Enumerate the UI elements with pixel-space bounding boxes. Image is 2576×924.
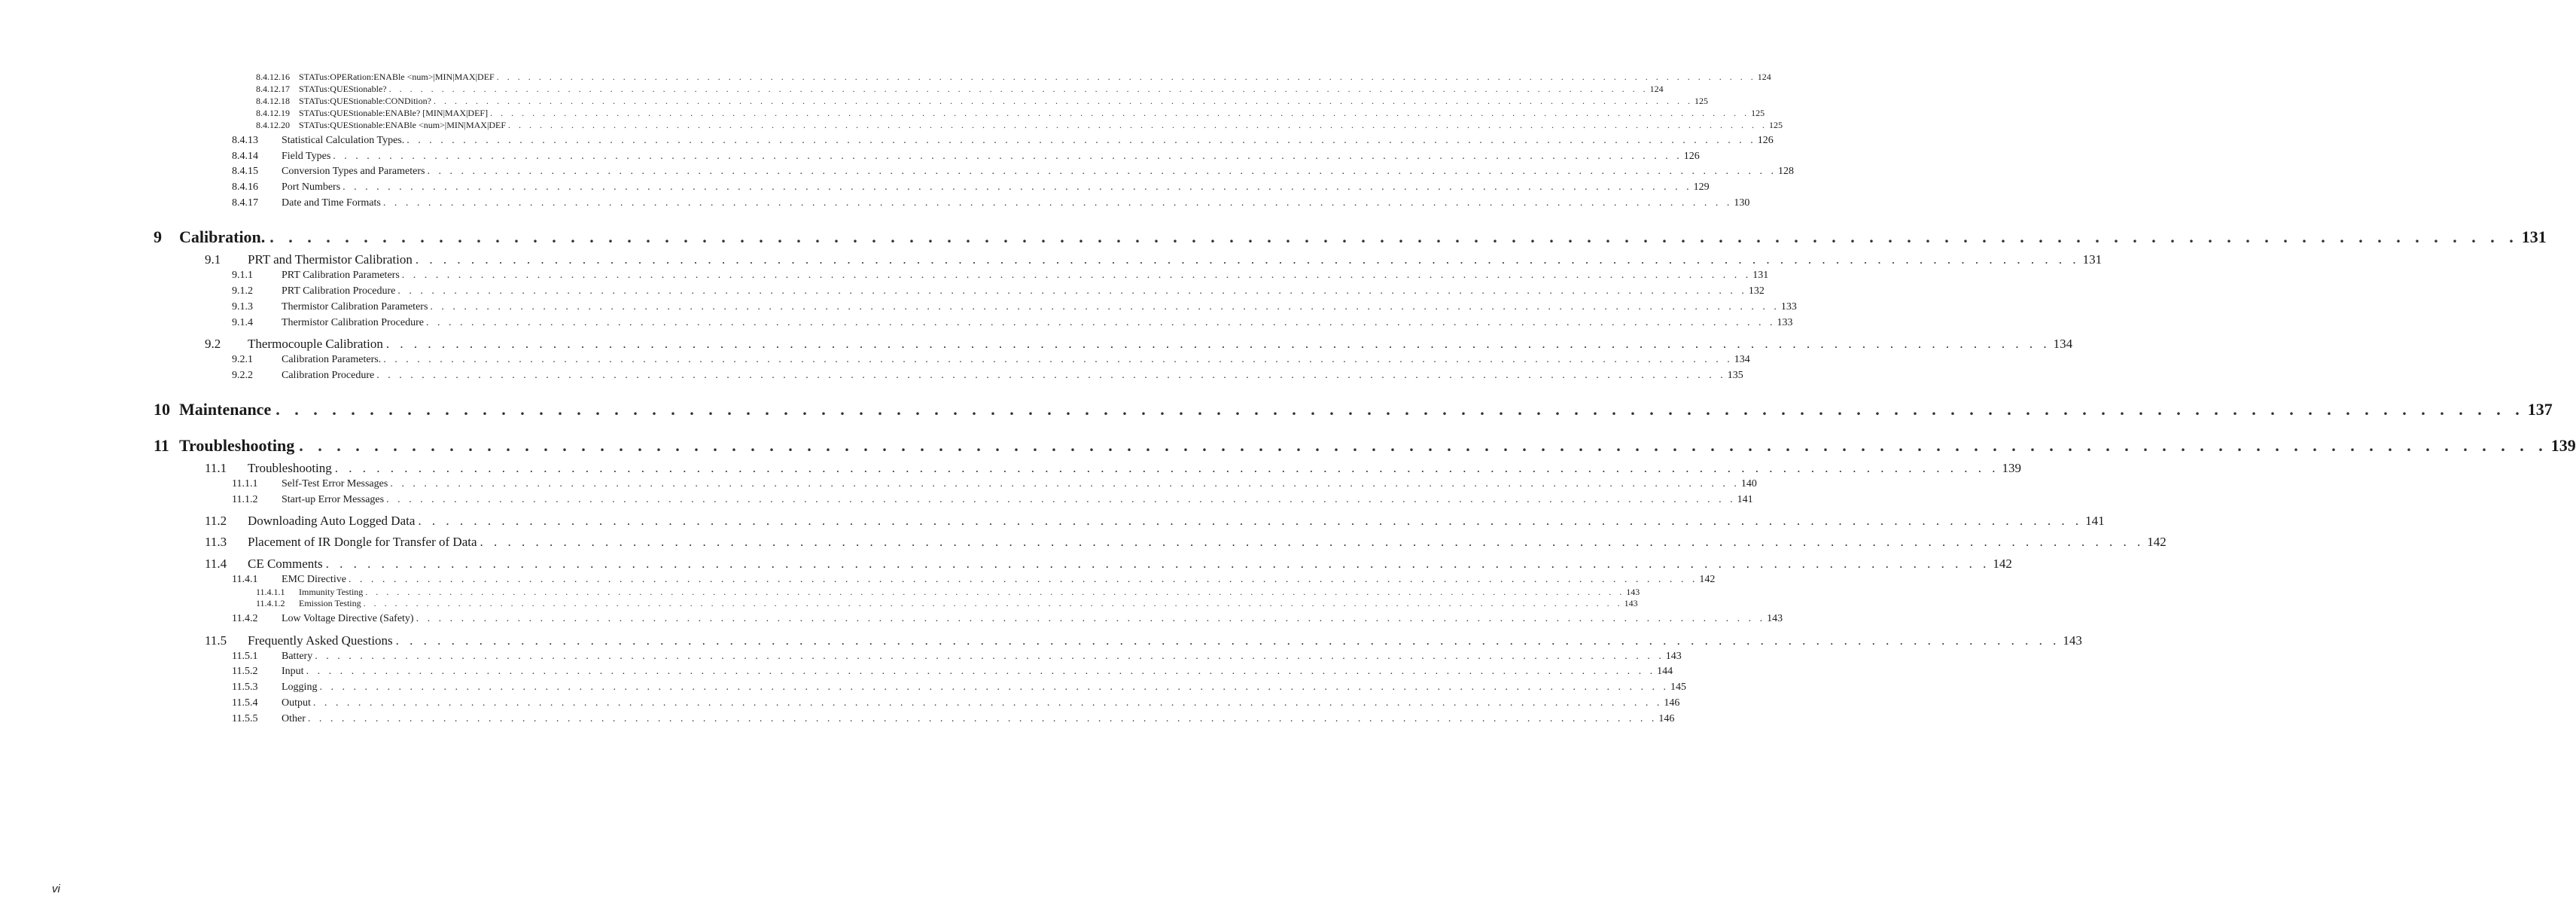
toc-entry-page: 134 [1734, 354, 1750, 365]
toc-dot-leader: . . . . . . . . . . . . . . . . . . . . . . . . . . . . . . . . . . . . . . . . . . . . . . . . . . . . . . . . . . . . . . . . . . . . . . . . . . . . . . . . . . . . . . . . . . . . . . . . . . . . . . . . . . . . . . . . . . . . . . . . [390, 478, 1740, 489]
toc-entry-page: 124 [1757, 72, 1771, 82]
toc-dot-leader: . . . . . . . . . . . . . . . . . . . . . . . . . . . . . . . . . . . . . . . . . . . . . . . . . . . . . . . . . . . . . . . . . . . . . . . . . . . . . . . . . . . . . . . . . . . . . . . . . . . . . . . . . . . . . . . . . . . . . . . . [315, 651, 1664, 662]
toc-entry-page: 142 [1993, 557, 2012, 571]
toc-entry-page: 141 [1737, 494, 1753, 505]
toc-entry-number: 11.4.1.1 [256, 587, 285, 597]
toc-entry[interactable] [232, 651, 1682, 663]
toc-dot-leader: . . . . . . . . . . . . . . . . . . . . . . . . . . . . . . . . . . . . . . . . . . . . . . . . . . . . . . . . . . . . . . . . . . . . . . . . . . . . . . . . . . . . . . . . . . . . . . . . . . . . . . . . . . . . . . . . . . . . . . . . [376, 370, 1726, 381]
toc-entry-page: 126 [1757, 135, 1774, 146]
toc-dot-leader: . . . . . . . . . . . . . . . . . . . . . . . . . . . . . . . . . . . . . . . . . . . . . . . . . . . . . . . . . . . . . . . . . . . . . . . . . . . . . . . . . . . . . . . . . . . . . . . . . . . . . . . . . . . . . . . . . . . . . . . . [416, 613, 1766, 624]
toc-entry-number: 8.4.12.16 [256, 72, 290, 82]
toc-dot-leader: . . . . . . . . . . . . . . . . . . . . . . . . . . . . . . . . . . . . . . . . . . . . . . . . . . . . . . . . . . . . . . . . . . . . . . . . . . . . . . . . . . . . . . . . . . . . . . . . . . . . . . . . . . . . . . . . . . . . . . . . [365, 587, 1625, 597]
toc-entry-title: Field Types [282, 151, 331, 162]
toc-entry-number: 11.1.2 [232, 494, 258, 505]
toc-entry-page: 139 [2550, 436, 2576, 455]
toc-entry[interactable] [232, 478, 1757, 490]
toc-entry-number: 9.2.1 [232, 354, 253, 365]
toc-entry-number: 8.4.13 [232, 135, 258, 146]
toc-entry-number: 8.4.14 [232, 151, 258, 162]
toc-dot-leader: . . . . . . . . . . . . . . . . . . . . . . . . . . . . . . . . . . . . . . . . . . . . . . . . . . . . . . . . . . . . . . . . . . . . . . . . . . . . . . . . . . . . . . . . . . . . . . . . . . . . . . . . . . . . . . . . . . . . . . . . [406, 135, 1756, 146]
toc-dot-leader: . . . . . . . . . . . . . . . . . . . . . . . . . . . . . . . . . . . . . . . . . . . . . . . . . . . . . . . . . . . . . . . . . . . . . . . . . . . . . . . . . . . . . . . . . . . . . . . . . . . . . . . . . . . . . . . . . . . . . . . . [386, 494, 1736, 505]
toc-entry-title: Statistical Calculation Types. [282, 135, 405, 146]
toc-entry-number: 9.2.2 [232, 370, 253, 381]
toc-entry-title: Low Voltage Directive (Safety) [282, 613, 414, 624]
toc-entry-number: 8.4.12.18 [256, 96, 290, 106]
toc-entry-number: 8.4.12.17 [256, 84, 290, 94]
toc-entry[interactable] [232, 285, 1765, 297]
toc-dot-leader: . . . . . . . . . . . . . . . . . . . . . . . . . . . . . . . . . . . . . . . . . . . . . . . . . . . . . . . . . . . . . . . . . . . . . . . . . . . . . . . . . . . . . . . . . . . . . . . . . . . . . . . . . . . . . . . . . . . . . . . . [490, 108, 1750, 118]
toc-entry-title: Calibration. [179, 227, 266, 246]
toc-entry-page: 124 [1649, 84, 1664, 94]
toc-entry-page: 142 [1699, 574, 1716, 585]
toc-entry-title: Port Numbers [282, 181, 341, 193]
toc-entry[interactable] [205, 535, 2166, 550]
toc-dot-leader: . . . . . . . . . . . . . . . . . . . . . . . . . . . . . . . . . . . . . . . . . . . . . . . . . . . . . . . . . . . . . . . . . . . . . . . . . . . . . . . . . . . . . . . . . . . . . . . . . . . . . . . . . . . . . . . . . . . . . . . . [363, 598, 1623, 608]
toc-entry[interactable] [205, 514, 2105, 529]
toc-entry[interactable] [154, 227, 2547, 247]
toc-entry-page: 134 [2053, 337, 2073, 351]
toc-entry-page: 145 [1670, 682, 1686, 693]
toc-dot-leader: . . . . . . . . . . . . . . . . . . . . . . . . . . . . . . . . . . . . . . . . . . . . . . . . . . . . . . . . . . . . . . . . . . . . . . . . . . . . . . . . . . . . . . . . . . . . . . . . . . . . . . . . . . . . . . . . . . . . . . . . [269, 227, 2519, 246]
toc-entry-number: 11.5.1 [232, 651, 258, 662]
toc-entry-number: 11 [154, 436, 169, 455]
toc-entry-number: 11.5.4 [232, 697, 258, 709]
toc-entry-title: STATus:QUEStionable:CONDition? [299, 96, 431, 106]
toc-entry-page: 146 [1664, 697, 1680, 709]
toc-entry[interactable] [232, 197, 1750, 209]
toc-entry[interactable] [205, 557, 2012, 572]
toc-entry[interactable] [256, 96, 1708, 107]
toc-entry[interactable] [205, 337, 2073, 352]
toc-entry-title: CE Comments [248, 557, 323, 571]
toc-entry[interactable] [232, 682, 1686, 694]
toc-entry[interactable] [232, 151, 1700, 163]
toc-entry-number: 11.4.1.2 [256, 598, 285, 608]
toc-entry[interactable] [232, 613, 1783, 625]
toc-entry[interactable] [232, 574, 1716, 586]
toc-entry-title: Troubleshooting [179, 436, 295, 455]
toc-dot-leader: . . . . . . . . . . . . . . . . . . . . . . . . . . . . . . . . . . . . . . . . . . . . . . . . . . . . . . . . . . . . . . . . . . . . . . . . . . . . . . . . . . . . . . . . . . . . . . . . . . . . . . . . . . . . . . . . . . . . . . . . [325, 557, 1990, 571]
toc-entry-page: 133 [1777, 317, 1793, 328]
toc-entry[interactable] [232, 317, 1793, 329]
toc-entry-number: 11.4.2 [232, 613, 258, 624]
toc-entry-title: STATus:QUEStionable:ENABle <num>|MIN|MAX|DEF [299, 120, 507, 130]
toc-entry-number: 11.4 [205, 557, 227, 571]
toc-entry-number: 11.1.1 [232, 478, 258, 489]
toc-dot-leader: . . . . . . . . . . . . . . . . . . . . . . . . . . . . . . . . . . . . . . . . . . . . . . . . . . . . . . . . . . . . . . . . . . . . . . . . . . . . . . . . . . . . . . . . . . . . . . . . . . . . . . . . . . . . . . . . . . . . . . . . [319, 682, 1669, 693]
toc-entry-page: 132 [1748, 285, 1765, 297]
toc-entry-page: 144 [1657, 666, 1673, 677]
toc-entry-title: Calibration Procedure [282, 370, 375, 381]
toc-entry-page: 128 [1777, 166, 1794, 177]
toc-entry[interactable] [205, 633, 2082, 648]
toc-entry[interactable] [232, 697, 1680, 709]
toc-dot-leader: . . . . . . . . . . . . . . . . . . . . . . . . . . . . . . . . . . . . . . . . . . . . . . . . . . . . . . . . . . . . . . . . . . . . . . . . . . . . . . . . . . . . . . . . . . . . . . . . . . . . . . . . . . . . . . . . . . . . . . . . [395, 633, 2060, 648]
toc-entry-page: 125 [1751, 108, 1765, 118]
toc-entry-number: 8.4.12.19 [256, 108, 290, 118]
toc-entry[interactable] [232, 135, 1774, 147]
toc-entry-page: 143 [1665, 651, 1682, 662]
toc-entry-title: Thermocouple Calibration [248, 337, 383, 351]
toc-dot-leader: . . . . . . . . . . . . . . . . . . . . . . . . . . . . . . . . . . . . . . . . . . . . . . . . . . . . . . . . . . . . . . . . . . . . . . . . . . . . . . . . . . . . . . . . . . . . . . . . . . . . . . . . . . . . . . . . . . . . . . . . [427, 166, 1777, 177]
toc-entry-title: Battery [282, 651, 313, 662]
toc-dot-leader: . . . . . . . . . . . . . . . . . . . . . . . . . . . . . . . . . . . . . . . . . . . . . . . . . . . . . . . . . . . . . . . . . . . . . . . . . . . . . . . . . . . . . . . . . . . . . . . . . . . . . . . . . . . . . . . . . . . . . . . . [382, 197, 1733, 209]
toc-entry-title: PRT Calibration Procedure [282, 285, 396, 297]
toc-entry-title: PRT Calibration Parameters [282, 270, 400, 281]
page-number: vi [52, 883, 60, 895]
toc-entry-page: 131 [2521, 227, 2547, 246]
toc-entry-page: 140 [1740, 478, 1757, 489]
toc-entry[interactable] [205, 461, 2022, 476]
toc-entry-title: Conversion Types and Parameters [282, 166, 425, 177]
toc-entry-title: Input [282, 666, 304, 677]
toc-entry[interactable] [232, 354, 1750, 366]
toc-entry-number: 11.4.1 [232, 574, 258, 585]
toc-entry[interactable] [256, 84, 1664, 95]
toc-entry-title: Other [282, 713, 306, 724]
toc-entry-number: 9.1.2 [232, 285, 253, 297]
toc-entry-title: Logging [282, 682, 318, 693]
toc-entry-number: 11.5.3 [232, 682, 258, 693]
toc-entry[interactable] [256, 72, 1771, 83]
toc-entry-title: STATus:QUEStionable:ENABle? [MIN|MAX|DEF] [299, 108, 489, 118]
toc-dot-leader: . . . . . . . . . . . . . . . . . . . . . . . . . . . . . . . . . . . . . . . . . . . . . . . . . . . . . . . . . . . . . . . . . . . . . . . . . . . . . . . . . . . . . . . . . . . . . . . . . . . . . . . . . . . . . . . . . . . . . . . . [415, 252, 2080, 267]
toc-dot-leader: . . . . . . . . . . . . . . . . . . . . . . . . . . . . . . . . . . . . . . . . . . . . . . . . . . . . . . . . . . . . . . . . . . . . . . . . . . . . . . . . . . . . . . . . . . . . . . . . . . . . . . . . . . . . . . . . . . . . . . . . [480, 535, 2145, 549]
toc-entry[interactable] [232, 181, 1710, 194]
toc-entry[interactable] [256, 587, 1640, 598]
toc-entry[interactable] [232, 370, 1743, 382]
toc-entry[interactable] [154, 436, 2576, 456]
toc-entry-page: 143 [2063, 633, 2082, 648]
toc-entry-title: Emission Testing [299, 598, 361, 608]
toc-dot-leader: . . . . . . . . . . . . . . . . . . . . . . . . . . . . . . . . . . . . . . . . . . . . . . . . . . . . . . . . . . . . . . . . . . . . . . . . . . . . . . . . . . . . . . . . . . . . . . . . . . . . . . . . . . . . . . . . . . . . . . . . [418, 514, 2083, 528]
toc-dot-leader: . . . . . . . . . . . . . . . . . . . . . . . . . . . . . . . . . . . . . . . . . . . . . . . . . . . . . . . . . . . . . . . . . . . . . . . . . . . . . . . . . . . . . . . . . . . . . . . . . . . . . . . . . . . . . . . . . . . . . . . . [425, 317, 1776, 328]
toc-dot-leader: . . . . . . . . . . . . . . . . . . . . . . . . . . . . . . . . . . . . . . . . . . . . . . . . . . . . . . . . . . . . . . . . . . . . . . . . . . . . . . . . . . . . . . . . . . . . . . . . . . . . . . . . . . . . . . . . . . . . . . . . [508, 120, 1768, 130]
toc-dot-leader: . . . . . . . . . . . . . . . . . . . . . . . . . . . . . . . . . . . . . . . . . . . . . . . . . . . . . . . . . . . . . . . . . . . . . . . . . . . . . . . . . . . . . . . . . . . . . . . . . . . . . . . . . . . . . . . . . . . . . . . . [401, 270, 1752, 281]
toc-dot-leader: . . . . . . . . . . . . . . . . . . . . . . . . . . . . . . . . . . . . . . . . . . . . . . . . . . . . . . . . . . . . . . . . . . . . . . . . . . . . . . . . . . . . . . . . . . . . . . . . . . . . . . . . . . . . . . . . . . . . . . . . [383, 354, 1733, 365]
toc-entry-number: 8.4.15 [232, 166, 258, 177]
toc-dot-leader: . . . . . . . . . . . . . . . . . . . . . . . . . . . . . . . . . . . . . . . . . . . . . . . . . . . . . . . . . . . . . . . . . . . . . . . . . . . . . . . . . . . . . . . . . . . . . . . . . . . . . . . . . . . . . . . . . . . . . . . . [348, 574, 1698, 585]
toc-entry-number: 11.5.5 [232, 713, 258, 724]
toc-entry-number: 8.4.12.20 [256, 120, 290, 130]
toc-entry-title: Immunity Testing [299, 587, 364, 597]
toc-entry-number: 9.1.4 [232, 317, 253, 328]
toc-entry-title: Thermistor Calibration Procedure [282, 317, 424, 328]
toc-dot-leader: . . . . . . . . . . . . . . . . . . . . . . . . . . . . . . . . . . . . . . . . . . . . . . . . . . . . . . . . . . . . . . . . . . . . . . . . . . . . . . . . . . . . . . . . . . . . . . . . . . . . . . . . . . . . . . . . . . . . . . . . [307, 713, 1658, 724]
toc-entry-page: 146 [1658, 713, 1675, 724]
toc-entry-title: EMC Directive [282, 574, 346, 585]
toc-entry-number: 9.1.3 [232, 301, 253, 313]
toc-entry-page: 126 [1683, 151, 1700, 162]
toc-dot-leader: . . . . . . . . . . . . . . . . . . . . . . . . . . . . . . . . . . . . . . . . . . . . . . . . . . . . . . . . . . . . . . . . . . . . . . . . . . . . . . . . . . . . . . . . . . . . . . . . . . . . . . . . . . . . . . . . . . . . . . . . [299, 436, 2548, 455]
toc-entry-title: Calibration Parameters. [282, 354, 382, 365]
toc-dot-leader: . . . . . . . . . . . . . . . . . . . . . . . . . . . . . . . . . . . . . . . . . . . . . . . . . . . . . . . . . . . . . . . . . . . . . . . . . . . . . . . . . . . . . . . . . . . . . . . . . . . . . . . . . . . . . . . . . . . . . . . . [385, 337, 2051, 351]
toc-entry[interactable] [256, 108, 1765, 119]
toc-entry-title: Downloading Auto Logged Data [248, 514, 416, 528]
toc-dot-leader: . . . . . . . . . . . . . . . . . . . . . . . . . . . . . . . . . . . . . . . . . . . . . . . . . . . . . . . . . . . . . . . . . . . . . . . . . . . . . . . . . . . . . . . . . . . . . . . . . . . . . . . . . . . . . . . . . . . . . . . . [343, 181, 1692, 193]
toc-entry-number: 9 [154, 227, 162, 246]
toc-entry-number: 9.1 [205, 252, 221, 267]
toc-dot-leader: . . . . . . . . . . . . . . . . . . . . . . . . . . . . . . . . . . . . . . . . . . . . . . . . . . . . . . . . . . . . . . . . . . . . . . . . . . . . . . . . . . . . . . . . . . . . . . . . . . . . . . . . . . . . . . . . . . . . . . . . [312, 697, 1663, 709]
toc-entry-page: 141 [2085, 514, 2105, 528]
toc-entry[interactable] [232, 713, 1675, 725]
toc-dot-leader: . . . . . . . . . . . . . . . . . . . . . . . . . . . . . . . . . . . . . . . . . . . . . . . . . . . . . . . . . . . . . . . . . . . . . . . . . . . . . . . . . . . . . . . . . . . . . . . . . . . . . . . . . . . . . . . . . . . . . . . . [433, 96, 1693, 106]
toc-entry-number: 10 [154, 400, 170, 419]
toc-dot-leader: . . . . . . . . . . . . . . . . . . . . . . . . . . . . . . . . . . . . . . . . . . . . . . . . . . . . . . . . . . . . . . . . . . . . . . . . . . . . . . . . . . . . . . . . . . . . . . . . . . . . . . . . . . . . . . . . . . . . . . . . [276, 400, 2525, 419]
toc-dot-leader: . . . . . . . . . . . . . . . . . . . . . . . . . . . . . . . . . . . . . . . . . . . . . . . . . . . . . . . . . . . . . . . . . . . . . . . . . . . . . . . . . . . . . . . . . . . . . . . . . . . . . . . . . . . . . . . . . . . . . . . . [333, 151, 1682, 162]
toc-entry-title: Maintenance [179, 400, 272, 419]
toc-entry-page: 137 [2527, 400, 2553, 419]
toc-dot-leader: . . . . . . . . . . . . . . . . . . . . . . . . . . . . . . . . . . . . . . . . . . . . . . . . . . . . . . . . . . . . . . . . . . . . . . . . . . . . . . . . . . . . . . . . . . . . . . . . . . . . . . . . . . . . . . . . . . . . . . . . [397, 285, 1747, 297]
toc-entry-number: 11.5.2 [232, 666, 258, 677]
toc-entry[interactable] [232, 166, 1794, 178]
toc-entry-title: Output [282, 697, 311, 709]
toc-entry-number: 8.4.17 [232, 197, 258, 209]
toc-entry-title: Date and Time Formats [282, 197, 381, 209]
toc-entry-number: 11.3 [205, 535, 227, 549]
toc-entry-page: 135 [1727, 370, 1743, 381]
toc-dot-leader: . . . . . . . . . . . . . . . . . . . . . . . . . . . . . . . . . . . . . . . . . . . . . . . . . . . . . . . . . . . . . . . . . . . . . . . . . . . . . . . . . . . . . . . . . . . . . . . . . . . . . . . . . . . . . . . . . . . . . . . . [334, 461, 1999, 475]
toc-entry-number: 9.2 [205, 337, 221, 351]
toc-entry-number: 11.2 [205, 514, 227, 528]
toc-dot-leader: . . . . . . . . . . . . . . . . . . . . . . . . . . . . . . . . . . . . . . . . . . . . . . . . . . . . . . . . . . . . . . . . . . . . . . . . . . . . . . . . . . . . . . . . . . . . . . . . . . . . . . . . . . . . . . . . . . . . . . . . [430, 301, 1780, 313]
toc-entry[interactable] [232, 270, 1769, 282]
toc-entry-title: Placement of IR Dongle for Transfer of Data [248, 535, 477, 549]
toc-entry-page: 143 [1767, 613, 1783, 624]
toc-entry-page: 129 [1693, 181, 1710, 193]
toc-entry-page: 131 [2082, 252, 2103, 267]
toc-dot-leader: . . . . . . . . . . . . . . . . . . . . . . . . . . . . . . . . . . . . . . . . . . . . . . . . . . . . . . . . . . . . . . . . . . . . . . . . . . . . . . . . . . . . . . . . . . . . . . . . . . . . . . . . . . . . . . . . . . . . . . . . [306, 666, 1656, 677]
toc-entry-page: 125 [1694, 96, 1708, 106]
toc-entry[interactable] [232, 666, 1673, 678]
toc-entry-title: Troubleshooting [248, 461, 332, 475]
toc-entry-page: 131 [1752, 270, 1769, 281]
toc-entry[interactable] [205, 252, 2103, 267]
toc-entry[interactable] [154, 400, 2553, 419]
toc-entry[interactable] [232, 494, 1753, 506]
toc-dot-leader: . . . . . . . . . . . . . . . . . . . . . . . . . . . . . . . . . . . . . . . . . . . . . . . . . . . . . . . . . . . . . . . . . . . . . . . . . . . . . . . . . . . . . . . . . . . . . . . . . . . . . . . . . . . . . . . . . . . . . . . . [496, 72, 1756, 82]
toc-entry[interactable] [256, 598, 1638, 609]
toc-entry-title: Thermistor Calibration Parameters [282, 301, 428, 313]
toc-entry-title: STATus:OPERation:ENABle <num>|MIN|MAX|DEF [299, 72, 495, 82]
toc-entry-page: 139 [2002, 461, 2022, 475]
toc-entry-title: PRT and Thermistor Calibration [248, 252, 413, 267]
toc-dot-leader: . . . . . . . . . . . . . . . . . . . . . . . . . . . . . . . . . . . . . . . . . . . . . . . . . . . . . . . . . . . . . . . . . . . . . . . . . . . . . . . . . . . . . . . . . . . . . . . . . . . . . . . . . . . . . . . . . . . . . . . . [388, 84, 1649, 94]
toc-entry-title: Start-up Error Messages [282, 494, 385, 505]
toc-entry[interactable] [232, 301, 1797, 313]
toc-entry-page: 133 [1780, 301, 1797, 313]
toc-entry-title: Frequently Asked Questions [248, 633, 393, 648]
toc-entry-number: 11.5 [205, 633, 227, 648]
toc-entry-title: STATus:QUEStionable? [299, 84, 387, 94]
toc-entry-page: 143 [1624, 598, 1638, 608]
toc-entry-page: 125 [1769, 120, 1783, 130]
toc-entry-number: 8.4.16 [232, 181, 258, 193]
toc-entry-title: Self-Test Error Messages [282, 478, 388, 489]
toc-entry-page: 142 [2147, 535, 2166, 549]
toc-entry-page: 143 [1626, 587, 1640, 597]
toc-entry-number: 9.1.1 [232, 270, 253, 281]
toc-entry-page: 130 [1734, 197, 1750, 209]
toc-entry[interactable] [256, 120, 1783, 131]
toc-entry-number: 11.1 [205, 461, 227, 475]
